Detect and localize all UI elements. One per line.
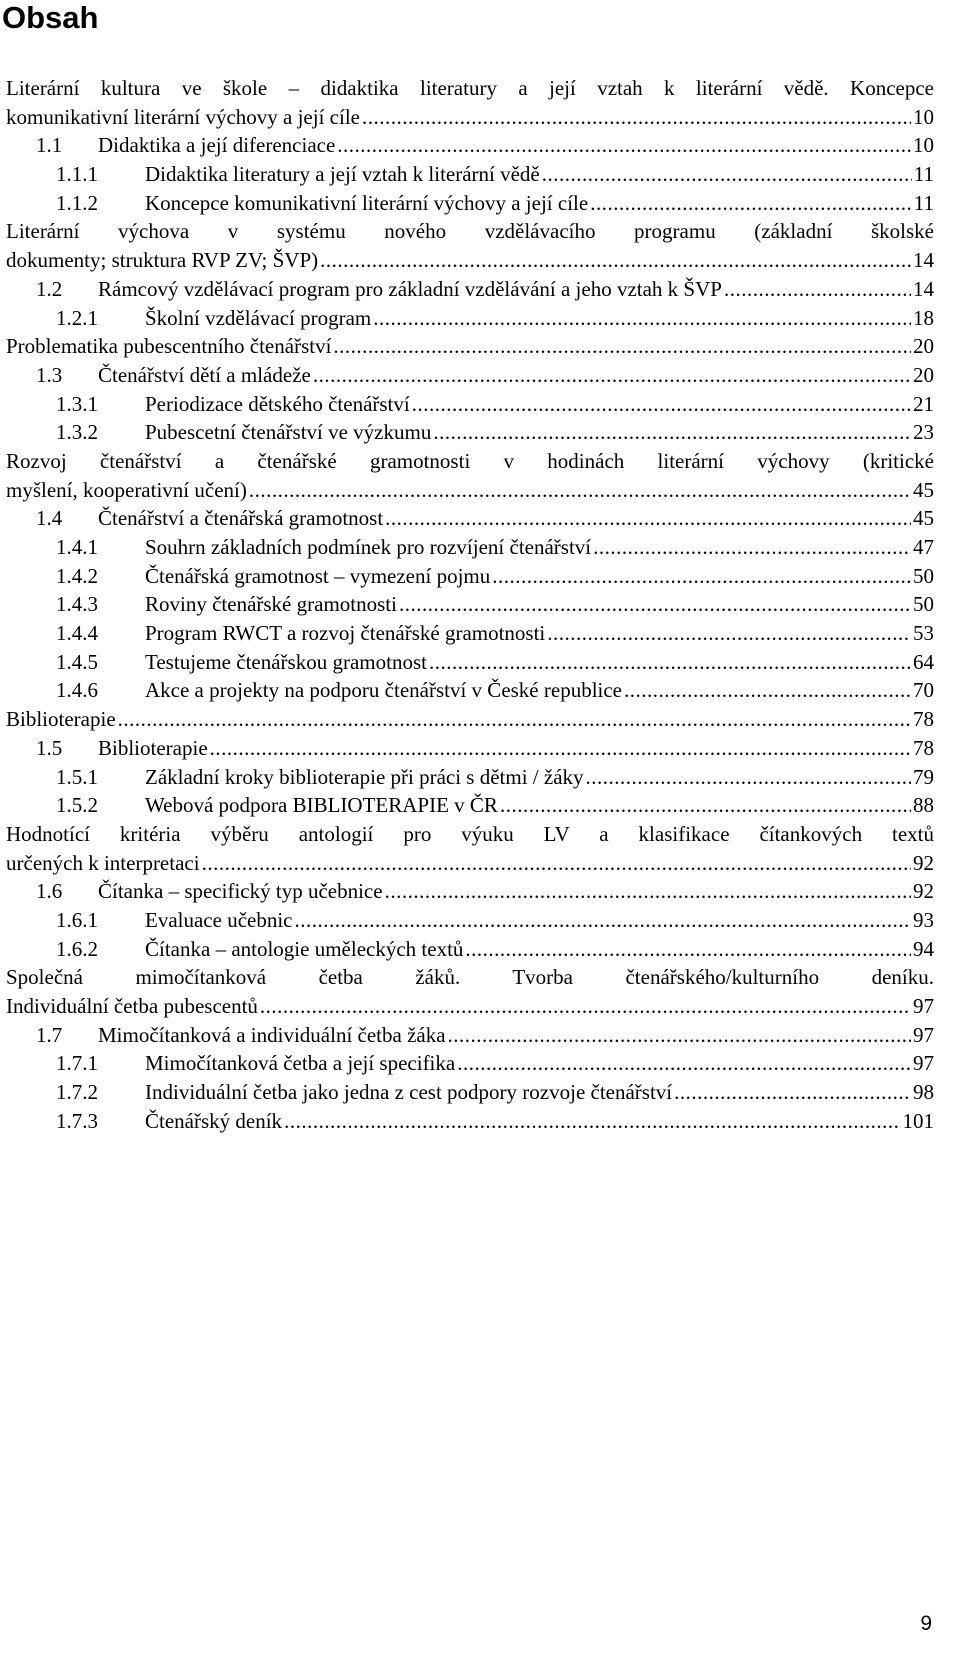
toc-entry[interactable] xyxy=(6,131,934,160)
dot-leader xyxy=(547,619,911,648)
toc-section-number: 1.4.4 xyxy=(56,621,98,646)
toc-entry[interactable] xyxy=(6,992,934,1021)
toc-entry-text[interactable]: Literární kultura ve škole – didaktika literatury a její vztah k literární vědě. Koncepce xyxy=(6,76,934,100)
toc-entry[interactable] xyxy=(6,332,934,361)
dot-leader xyxy=(118,705,911,734)
dot-leader xyxy=(412,390,911,419)
toc-page-number: 70 xyxy=(913,678,934,703)
dot-leader xyxy=(448,1021,911,1050)
dot-leader xyxy=(433,418,911,447)
toc-page-number: 97 xyxy=(913,994,934,1018)
toc-page-number: 23 xyxy=(913,420,934,445)
toc-page-number: 11 xyxy=(913,190,934,215)
toc-entry[interactable] xyxy=(6,1049,934,1078)
toc-entry[interactable] xyxy=(6,849,934,878)
toc-section-number: 1.6.1 xyxy=(56,907,98,932)
toc-entry[interactable] xyxy=(6,361,934,390)
toc-section-number: 1.6.2 xyxy=(56,936,98,961)
toc-section-number: 1.7 xyxy=(36,1022,63,1047)
toc-entry-title: Biblioterapie xyxy=(6,707,116,732)
toc-page-number: 93 xyxy=(913,907,934,932)
dot-leader xyxy=(210,734,911,763)
toc-entry-title: Mimočítanková četba a její specifika xyxy=(145,1051,456,1076)
dot-leader xyxy=(542,160,912,189)
toc-entry-title: Pubescetní čtenářství ve výzkumu xyxy=(145,420,432,445)
toc-entry[interactable] xyxy=(6,476,934,505)
toc-entry-title: Mimočítanková a individuální četba žáka xyxy=(98,1022,446,1047)
dot-leader xyxy=(593,533,911,562)
toc-entry[interactable] xyxy=(6,935,934,964)
toc-section-number: 1.4.1 xyxy=(56,535,98,559)
dot-leader xyxy=(313,361,911,390)
toc-section-number: 1.3 xyxy=(36,362,63,387)
toc-entry-title: dokumenty; struktura RVP ZV; ŠVP) xyxy=(6,248,319,273)
toc-entry[interactable] xyxy=(6,877,934,906)
toc-entry[interactable] xyxy=(6,160,934,189)
toc-entry[interactable] xyxy=(6,1021,934,1050)
toc-page-number: 47 xyxy=(913,535,934,559)
toc-entry-title: Evaluace učebnic xyxy=(145,907,293,932)
toc-entry-title: Webová podpora BIBLIOTERAPIE v ČR xyxy=(145,793,498,818)
toc-entry[interactable] xyxy=(6,390,934,419)
toc-page-number: 14 xyxy=(913,248,934,273)
toc-section-number: 1.1.2 xyxy=(56,190,98,215)
toc-page-number: 50 xyxy=(913,592,934,617)
toc-entry[interactable] xyxy=(6,734,934,763)
toc-section-number: 1.7.3 xyxy=(56,1108,98,1133)
toc-page-number: 78 xyxy=(913,735,934,760)
toc-page-number: 45 xyxy=(913,477,934,502)
dot-leader xyxy=(724,275,911,304)
toc-entry-title: Čítanka – antologie uměleckých textů xyxy=(145,936,464,961)
dot-leader xyxy=(399,590,911,619)
toc-entry[interactable] xyxy=(6,791,934,820)
dot-leader xyxy=(333,332,911,361)
page-number: 9 xyxy=(920,1612,932,1635)
toc-page-number: 53 xyxy=(913,621,934,646)
toc-entry-title: Akce a projekty na podporu čtenářství v České republice xyxy=(145,678,623,703)
toc-page-number: 21 xyxy=(913,391,934,416)
toc-section-number: 1.2.1 xyxy=(56,305,98,330)
toc-entry[interactable] xyxy=(6,103,934,132)
dot-leader xyxy=(590,189,912,218)
toc-entry[interactable] xyxy=(6,676,934,705)
dot-leader xyxy=(492,562,911,591)
toc-page-number: 14 xyxy=(913,276,934,301)
toc-page-number: 20 xyxy=(913,334,934,359)
dot-leader xyxy=(465,935,911,964)
toc-section-number: 1.3.1 xyxy=(56,391,98,416)
toc-entry[interactable] xyxy=(6,763,934,792)
toc-section-number: 1.4.6 xyxy=(56,678,98,703)
toc-entry[interactable] xyxy=(6,189,934,218)
toc-page-number: 88 xyxy=(913,793,934,818)
toc-entry-title: Testujeme čtenářskou gramotnost xyxy=(145,649,427,674)
toc-entry[interactable] xyxy=(6,418,934,447)
toc-entry[interactable] xyxy=(6,590,934,619)
toc-entry[interactable] xyxy=(6,275,934,304)
dot-leader xyxy=(500,791,911,820)
toc-section-number: 1.5.1 xyxy=(56,764,98,789)
toc-page-number: 79 xyxy=(913,764,934,789)
toc-entry-title: určených k interpretaci xyxy=(6,850,200,875)
toc-entry[interactable] xyxy=(6,533,934,562)
toc-page-number: 64 xyxy=(913,649,934,674)
toc-section-number: 1.6 xyxy=(36,879,63,904)
toc-page-number: 98 xyxy=(913,1080,934,1105)
toc-entry-title: Individuální četba pubescentů xyxy=(6,994,258,1018)
page-title: Obsah xyxy=(2,0,99,35)
toc-page-number: 78 xyxy=(913,707,934,732)
dot-leader xyxy=(457,1049,911,1078)
toc-entry-title: Problematika pubescentního čtenářství xyxy=(6,334,332,359)
toc-section-number: 1.5 xyxy=(36,735,63,760)
toc-entry[interactable] xyxy=(6,504,934,533)
dot-leader xyxy=(337,131,911,160)
toc-entry-title: myšlení, kooperativní učení) xyxy=(6,477,247,502)
toc-page-number: 94 xyxy=(913,936,934,961)
toc-entry[interactable] xyxy=(6,619,934,648)
toc-entry-title: Čtenářský deník xyxy=(145,1108,283,1133)
toc-entry[interactable] xyxy=(6,1107,934,1136)
toc-entry-title: Čtenářství a čtenářská gramotnost xyxy=(98,506,384,531)
toc-entry[interactable] xyxy=(6,1078,934,1107)
toc-entry-title: Školní vzdělávací program xyxy=(145,305,372,330)
toc-entry[interactable] xyxy=(6,304,934,333)
dot-leader xyxy=(674,1078,911,1107)
toc-section-number: 1.3.2 xyxy=(56,420,98,445)
toc-section-number: 1.4.2 xyxy=(56,563,98,588)
dot-leader xyxy=(373,304,911,333)
toc-section-number: 1.7.1 xyxy=(56,1051,98,1076)
toc-entry[interactable] xyxy=(6,705,934,734)
toc-entry[interactable] xyxy=(6,246,934,275)
toc-entry-text[interactable]: Hodnotící kritéria výběru antologií pro výuku LV a klasifikace čítankových textů xyxy=(6,821,934,846)
toc-page-number: 97 xyxy=(913,1022,934,1047)
toc-entry-title: Rámcový vzdělávací program pro základní vzdělávání a jeho vztah k ŠVP xyxy=(98,276,722,301)
toc-entry-text[interactable]: Společná mimočítanková četba žáků. Tvorba čtenářského/kulturního deníku. xyxy=(6,965,934,990)
toc-entry-title: Roviny čtenářské gramotnosti xyxy=(145,592,397,617)
toc-page-number: 10 xyxy=(913,104,934,129)
toc-page-number: 20 xyxy=(913,362,934,387)
dot-leader xyxy=(260,992,911,1021)
toc-entry[interactable] xyxy=(6,648,934,677)
toc-section-number: 1.2 xyxy=(36,276,63,301)
toc-entry-text[interactable]: Literární výchova v systému nového vzdělávacího programu (základní školské xyxy=(6,219,934,244)
toc-page-number: 10 xyxy=(913,133,934,158)
toc-page-number: 45 xyxy=(913,506,934,531)
toc-page-number: 11 xyxy=(913,162,934,187)
table-of-contents xyxy=(6,74,934,1135)
toc-page-number: 50 xyxy=(913,563,934,588)
toc-section-number: 1.7.2 xyxy=(56,1080,98,1105)
dot-leader xyxy=(624,676,911,705)
dot-leader xyxy=(295,906,912,935)
toc-entry-title: Individuální četba jako jedna z cest podpory rozvoje čtenářství xyxy=(145,1080,673,1105)
toc-entry[interactable] xyxy=(6,562,934,591)
toc-page-number: 18 xyxy=(913,305,934,330)
toc-entry-title: Základní kroky biblioterapie při práci s dětmi / žáky xyxy=(145,764,584,789)
toc-entry-title: Didaktika literatury a její vztah k literární vědě xyxy=(145,162,540,187)
dot-leader xyxy=(202,849,911,878)
dot-leader xyxy=(429,648,911,677)
dot-leader xyxy=(320,246,911,275)
toc-entry-title: Čtenářství dětí a mládeže xyxy=(98,362,311,387)
toc-entry-title: Biblioterapie xyxy=(98,735,208,760)
toc-page-number: 92 xyxy=(913,850,934,875)
toc-entry-title: komunikativní literární výchovy a její cíle xyxy=(6,104,360,129)
dot-leader xyxy=(586,763,911,792)
toc-page-number: 101 xyxy=(902,1108,934,1133)
toc-entry-title: Program RWCT a rozvoj čtenářské gramotnosti xyxy=(145,621,546,646)
toc-entry-title: Čítanka – specifický typ učebnice xyxy=(98,879,383,904)
toc-section-number: 1.5.2 xyxy=(56,793,98,818)
toc-page-number: 92 xyxy=(913,879,934,904)
toc-entry-title: Čtenářská gramotnost – vymezení pojmu xyxy=(145,563,491,588)
toc-entry-title: Periodizace dětského čtenářství xyxy=(145,391,410,416)
toc-entry-title: Didaktika a její diferenciace xyxy=(98,133,336,158)
dot-leader xyxy=(249,476,911,505)
dot-leader xyxy=(385,504,911,533)
toc-entry-text[interactable]: Rozvoj čtenářství a čtenářské gramotnosti v hodinách literární výchovy (kritické xyxy=(6,448,934,473)
toc-section-number: 1.1.1 xyxy=(56,162,98,187)
toc-entry-title: Koncepce komunikativní literární výchovy a její cíle xyxy=(145,190,589,215)
toc-section-number: 1.4.5 xyxy=(56,649,98,674)
toc-section-number: 1.4.3 xyxy=(56,592,98,617)
toc-page-number: 97 xyxy=(913,1051,934,1076)
dot-leader xyxy=(385,877,911,906)
toc-section-number: 1.1 xyxy=(36,133,63,158)
toc-entry[interactable] xyxy=(6,906,934,935)
toc-entry-title: Souhrn základních podmínek pro rozvíjení čtenářství xyxy=(145,535,592,559)
dot-leader xyxy=(284,1107,900,1136)
dot-leader xyxy=(362,103,911,132)
toc-section-number: 1.4 xyxy=(36,506,63,531)
